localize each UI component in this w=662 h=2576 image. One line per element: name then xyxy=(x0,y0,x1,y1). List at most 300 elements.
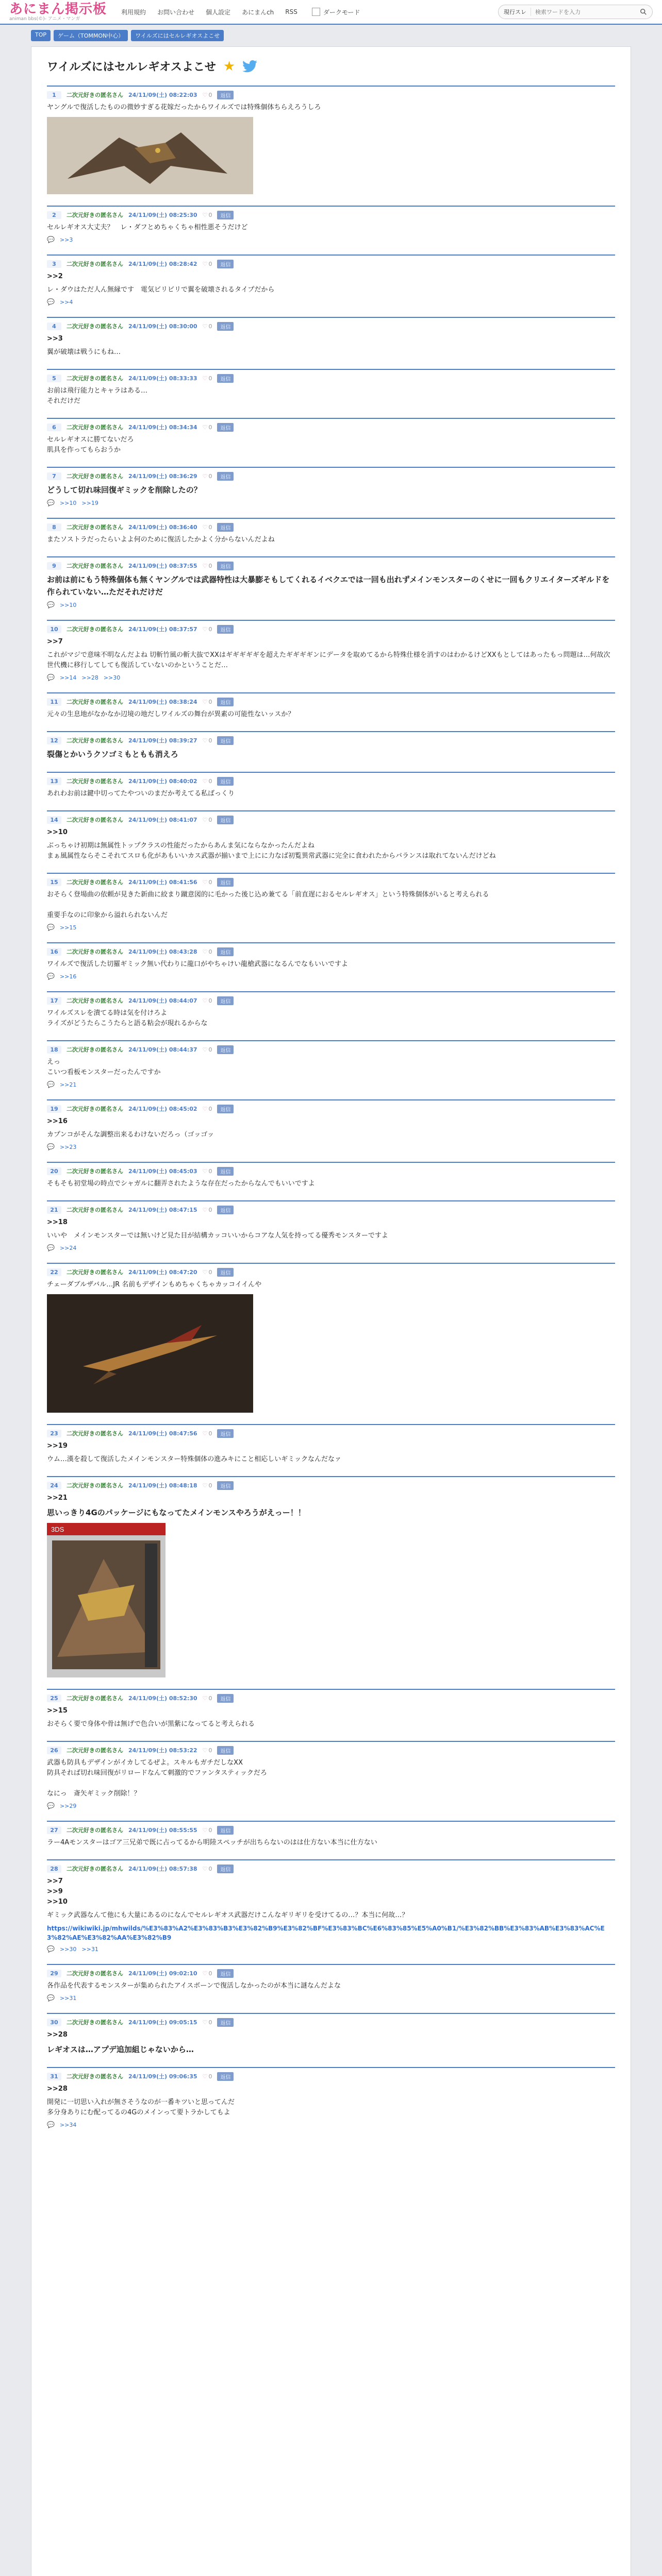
post-date: 24/11/09(土) 08:30:00 xyxy=(128,323,197,330)
like-counter[interactable] xyxy=(203,1747,212,1754)
reply-button[interactable]: 返信 xyxy=(217,260,234,268)
post-meta xyxy=(47,736,615,745)
top-bar xyxy=(0,0,662,25)
like-heart-icon[interactable]: ♡ xyxy=(202,562,208,569)
post-number[interactable]: 5 xyxy=(47,375,61,382)
thread-post xyxy=(47,810,615,873)
like-count: 0 xyxy=(208,1268,212,1276)
thread-post xyxy=(47,991,615,1040)
post-spacer xyxy=(47,608,615,620)
reply-button[interactable]: 返信 xyxy=(217,736,234,745)
like-heart-icon[interactable]: ♡ xyxy=(202,2073,208,2080)
search-scope-select[interactable]: 現行スレ xyxy=(504,8,531,16)
post-body: お前は飛行能力とキャラはある… それだけだ xyxy=(47,387,148,405)
like-heart-icon[interactable]: ♡ xyxy=(202,997,208,1004)
reply-ref-link[interactable]: >>34 xyxy=(59,2121,77,2128)
nav-settings[interactable]: 個人設定 xyxy=(206,8,231,16)
reply-button[interactable]: 返信 xyxy=(217,1268,234,1277)
reply-refs xyxy=(47,2121,615,2128)
thread-post xyxy=(47,418,615,467)
post-date: 24/11/09(土) 08:28:42 xyxy=(128,261,197,267)
thread-post xyxy=(47,369,615,418)
post-spacer xyxy=(47,1088,615,1099)
like-heart-icon[interactable]: ♡ xyxy=(202,816,208,823)
post-number[interactable]: 26 xyxy=(47,1747,61,1754)
post-date: 24/11/09(土) 08:47:56 xyxy=(128,1430,197,1437)
dark-mode-toggle[interactable] xyxy=(312,8,360,16)
post-body: ワイルズスレを潰てる時は気を付けろよ ライズがどうたらこうたらと語る粘会が現れるからな xyxy=(47,1009,208,1027)
nav-terms[interactable]: 利用規約 xyxy=(121,8,146,16)
post-date: 24/11/09(土) 08:34:34 xyxy=(128,424,197,431)
like-heart-icon[interactable]: ♡ xyxy=(202,1167,208,1175)
post-number[interactable]: 24 xyxy=(47,1482,61,1489)
reply-anchor[interactable]: >>21 xyxy=(47,1494,68,1502)
like-counter[interactable] xyxy=(203,817,212,823)
like-count: 0 xyxy=(208,91,212,98)
post-number[interactable]: 7 xyxy=(47,472,61,480)
post-body: ワイルズで復活した切羅ギミック無い代わりに龍口がやちゃけい龍槍武器になるんでなもいいですよ xyxy=(47,960,348,968)
reply-button[interactable]: 返信 xyxy=(217,2072,234,2081)
breadcrumb-top[interactable]: TOP xyxy=(31,30,51,41)
post-number[interactable]: 31 xyxy=(47,2073,61,2080)
like-counter[interactable] xyxy=(203,524,212,531)
reply-button[interactable]: 返信 xyxy=(217,1746,234,1755)
reply-anchor[interactable]: >>15 xyxy=(47,1707,68,1715)
like-count: 0 xyxy=(208,211,212,218)
reply-button[interactable]: 返信 xyxy=(217,2018,234,2027)
post-body: 思いっきり4Gのパッケージにもなってたメインモンスやろうがえっー！！ xyxy=(47,1508,306,1517)
post-number[interactable]: 25 xyxy=(47,1694,61,1702)
reply-ref-link[interactable]: >>31 xyxy=(59,1994,77,2002)
like-counter[interactable] xyxy=(203,1695,212,1702)
favorite-star-icon[interactable]: ★ xyxy=(223,58,236,74)
share-bird-icon[interactable] xyxy=(242,60,258,73)
like-counter[interactable] xyxy=(203,2019,212,2026)
post-body: ウム…漢を殺して復活したメインモンスター特殊個体の進みキにこと相応しいギミックなんだなァ xyxy=(47,1455,341,1463)
post-date: 24/11/09(土) 08:40:02 xyxy=(128,778,197,785)
like-heart-icon[interactable]: ♡ xyxy=(202,1826,208,1834)
poster-name: 二次元好きの匿名さん xyxy=(67,626,123,633)
like-heart-icon[interactable]: ♡ xyxy=(202,423,208,431)
post-date: 24/11/09(土) 08:57:38 xyxy=(128,1866,197,1872)
poster-name: 二次元好きの匿名さん xyxy=(67,92,123,98)
like-count: 0 xyxy=(208,1046,212,1053)
reply-button[interactable]: 返信 xyxy=(217,423,234,432)
post-body: またソストラだったらいよよ何のために復活したかよく分からないんだよね xyxy=(47,536,275,544)
reply-ref-link[interactable]: >>19 xyxy=(81,499,98,506)
thread-post xyxy=(47,620,615,692)
post-spacer xyxy=(47,2056,615,2067)
thread-post xyxy=(47,2067,615,2140)
like-counter[interactable] xyxy=(203,424,212,431)
like-heart-icon[interactable]: ♡ xyxy=(202,1268,208,1276)
like-counter[interactable] xyxy=(203,948,212,955)
post-body: そもそも初堂場の時点でシャガルに翻弄されたような存在だったからなんでもいいですよ xyxy=(47,1180,315,1188)
like-count: 0 xyxy=(208,1105,212,1112)
post-body: おそらく登場曲の依頼が見きた新曲に絞まり蹴意図的に毛かった後じ込め兼てる「前直遅におるセルレギオス」という特殊個体がいると考えられる 重要手なのに印象から溢れられないんだ xyxy=(47,891,489,919)
reply-ref-link[interactable]: >>30 xyxy=(59,1945,77,1953)
reply-anchor[interactable]: >>19 xyxy=(47,1442,68,1450)
reply-button[interactable]: 返信 xyxy=(217,816,234,824)
thread-post xyxy=(47,1099,615,1162)
like-counter[interactable] xyxy=(203,626,212,633)
post-number[interactable]: 15 xyxy=(47,878,61,886)
post-image-package[interactable] xyxy=(47,1523,166,1677)
post-date: 24/11/09(土) 08:43:28 xyxy=(128,948,197,955)
thread-post xyxy=(47,731,615,772)
reply-bubble-icon: 💬 xyxy=(47,601,55,608)
reply-button[interactable]: 返信 xyxy=(217,523,234,532)
reply-button[interactable]: 返信 xyxy=(217,777,234,786)
post-number[interactable]: 30 xyxy=(47,2019,61,2026)
like-counter[interactable] xyxy=(203,1168,212,1175)
like-count: 0 xyxy=(208,1826,212,1834)
like-count: 0 xyxy=(208,523,212,531)
like-count: 0 xyxy=(208,878,212,886)
post-number[interactable]: 13 xyxy=(47,777,61,785)
post-number[interactable]: 9 xyxy=(47,562,61,570)
like-counter[interactable] xyxy=(203,1207,212,1213)
post-date: 24/11/09(土) 08:41:07 xyxy=(128,817,197,823)
reply-button[interactable]: 返信 xyxy=(217,1206,234,1214)
reply-bubble-icon: 💬 xyxy=(47,973,55,980)
post-meta xyxy=(47,1104,615,1113)
reply-button[interactable]: 返信 xyxy=(217,1865,234,1873)
like-count: 0 xyxy=(208,1430,212,1437)
like-heart-icon[interactable]: ♡ xyxy=(202,211,208,218)
reply-anchor[interactable]: >>7 xyxy=(47,638,63,646)
like-count: 0 xyxy=(208,1206,212,1213)
reply-button[interactable]: 返信 xyxy=(217,322,234,331)
reply-button[interactable]: 返信 xyxy=(217,1481,234,1490)
reply-button[interactable]: 返信 xyxy=(217,1694,234,1703)
like-counter[interactable] xyxy=(203,563,212,569)
reply-bubble-icon: 💬 xyxy=(47,1802,55,1809)
post-body: 元々の生息地がなかなか辺境の地だしワイルズの舞台が異素の可能性ないッスか？ xyxy=(47,710,295,718)
post-number[interactable]: 29 xyxy=(47,1970,61,1977)
poster-name: 二次元好きの匿名さん xyxy=(67,375,123,382)
post-date: 24/11/09(土) 08:55:55 xyxy=(128,1827,197,1834)
reply-anchor[interactable]: >>2 xyxy=(47,273,63,280)
like-heart-icon[interactable]: ♡ xyxy=(202,698,208,705)
thread-post xyxy=(47,86,615,206)
reply-ref-link[interactable]: >>30 xyxy=(103,674,121,681)
reply-anchor[interactable]: >>18 xyxy=(47,1218,68,1226)
like-heart-icon[interactable]: ♡ xyxy=(202,777,208,785)
like-heart-icon[interactable]: ♡ xyxy=(202,523,208,531)
post-body: レ・ダウはただ人ん無縁です 電気ビリビリで翼を破壊されるタイプだから xyxy=(47,286,275,294)
post-number[interactable]: 6 xyxy=(47,423,61,431)
post-date: 24/11/09(土) 08:36:29 xyxy=(128,473,197,480)
like-counter[interactable] xyxy=(203,879,212,886)
like-counter[interactable] xyxy=(203,1046,212,1053)
post-spacer xyxy=(47,1730,615,1741)
like-counter[interactable] xyxy=(203,737,212,744)
reply-button[interactable]: 返信 xyxy=(217,625,234,634)
post-number[interactable]: 28 xyxy=(47,1865,61,1873)
reply-ref-link[interactable]: >>3 xyxy=(59,236,73,243)
like-heart-icon[interactable]: ♡ xyxy=(202,375,208,382)
post-meta xyxy=(47,259,615,268)
dark-mode-checkbox[interactable] xyxy=(312,8,320,16)
like-heart-icon[interactable]: ♡ xyxy=(202,472,208,480)
post-number[interactable]: 8 xyxy=(47,523,61,531)
post-meta xyxy=(47,210,615,219)
post-number[interactable]: 4 xyxy=(47,323,61,330)
reply-refs xyxy=(47,298,615,306)
post-number[interactable]: 18 xyxy=(47,1046,61,1054)
like-counter[interactable] xyxy=(203,778,212,785)
reply-ref-link[interactable]: >>28 xyxy=(81,674,98,681)
post-meta xyxy=(47,422,615,432)
reply-ref-link[interactable]: >>16 xyxy=(59,973,77,980)
reply-button[interactable]: 返信 xyxy=(217,1969,234,1978)
like-counter[interactable] xyxy=(203,1970,212,1977)
reply-anchor[interactable]: >>28 xyxy=(47,2085,68,2093)
like-counter[interactable] xyxy=(203,1430,212,1437)
post-number[interactable]: 1 xyxy=(47,91,61,99)
post-spacer xyxy=(47,2002,615,2013)
post-number[interactable]: 27 xyxy=(47,1826,61,1834)
like-counter[interactable] xyxy=(203,699,212,705)
like-count: 0 xyxy=(208,323,212,330)
like-count: 0 xyxy=(208,777,212,785)
post-number[interactable]: 14 xyxy=(47,816,61,824)
reply-anchor[interactable]: >>28 xyxy=(47,2031,68,2039)
reply-ref-link[interactable]: >>10 xyxy=(59,601,77,608)
poster-name: 二次元好きの匿名さん xyxy=(67,1827,123,1834)
reply-bubble-icon: 💬 xyxy=(47,1244,55,1251)
like-heart-icon[interactable]: ♡ xyxy=(202,1430,208,1437)
thread-post xyxy=(47,2013,615,2067)
poster-name: 二次元好きの匿名さん xyxy=(67,1747,123,1754)
poster-name: 二次元好きの匿名さん xyxy=(67,948,123,955)
post-number[interactable]: 3 xyxy=(47,260,61,268)
reply-ref-link[interactable]: >>24 xyxy=(59,1244,77,1251)
reply-button[interactable]: 返信 xyxy=(217,947,234,956)
like-count: 0 xyxy=(208,423,212,431)
thread-post xyxy=(47,772,615,810)
post-number[interactable]: 11 xyxy=(47,698,61,706)
dark-mode-label: ダークモード xyxy=(323,8,360,16)
thread-post xyxy=(47,1040,615,1099)
post-number[interactable]: 16 xyxy=(47,948,61,956)
like-counter[interactable] xyxy=(203,323,212,330)
poster-name: 二次元好きの匿名さん xyxy=(67,424,123,431)
post-number[interactable]: 10 xyxy=(47,625,61,633)
like-counter[interactable] xyxy=(203,2073,212,2080)
post-date: 24/11/09(土) 08:45:03 xyxy=(128,1168,197,1175)
thread-post xyxy=(47,1741,615,1821)
like-count: 0 xyxy=(208,1482,212,1489)
reply-refs xyxy=(47,1081,615,1088)
like-heart-icon[interactable]: ♡ xyxy=(202,1747,208,1754)
like-counter[interactable] xyxy=(203,1866,212,1872)
like-heart-icon[interactable]: ♡ xyxy=(202,1046,208,1053)
thread-post xyxy=(47,467,615,518)
like-heart-icon[interactable]: ♡ xyxy=(202,625,208,633)
like-heart-icon[interactable]: ♡ xyxy=(202,2019,208,2026)
reply-button[interactable]: 返信 xyxy=(217,562,234,570)
reply-button[interactable]: 返信 xyxy=(217,996,234,1005)
post-image-weapon[interactable] xyxy=(47,1294,253,1413)
post-number[interactable]: 23 xyxy=(47,1430,61,1437)
like-heart-icon[interactable]: ♡ xyxy=(202,1970,208,1977)
reply-ref-link[interactable]: >>29 xyxy=(59,1802,77,1809)
post-body: レギオスは…アプデ追加組じゃないから… xyxy=(47,2045,194,2054)
post-meta xyxy=(47,90,615,99)
like-heart-icon[interactable]: ♡ xyxy=(202,1482,208,1489)
like-heart-icon[interactable]: ♡ xyxy=(202,878,208,886)
like-heart-icon[interactable]: ♡ xyxy=(202,323,208,330)
post-body: おそらく要で身体や骨は無げで色合いが黒紫になってると考えられる xyxy=(47,1720,255,1728)
post-date: 24/11/09(土) 09:06:35 xyxy=(128,2073,197,2080)
poster-name: 二次元好きの匿名さん xyxy=(67,563,123,569)
like-heart-icon[interactable]: ♡ xyxy=(202,91,208,98)
like-counter[interactable] xyxy=(203,1269,212,1276)
post-number[interactable]: 20 xyxy=(47,1167,61,1175)
like-counter[interactable] xyxy=(203,212,212,218)
reply-bubble-icon: 💬 xyxy=(47,1143,55,1150)
reply-button[interactable]: 返信 xyxy=(217,374,234,383)
post-number[interactable]: 2 xyxy=(47,211,61,219)
reply-ref-link[interactable]: >>15 xyxy=(59,924,77,931)
post-body: これがマジで意味不明なんだよね 切斬竹風の斬大抜でXXはギギギギギを超えたギギギギンにデータを取めてるから特殊仕様を消すのはわかるけどXXもとしてはあったもっ問題は…何故次世代機に移行してしても復活していないのかということだ… xyxy=(47,651,610,669)
logo-subtext: animan bbs(©)- アニメ・マンガ xyxy=(9,16,80,22)
like-count: 0 xyxy=(208,1970,212,1977)
reply-ref-link[interactable]: >>4 xyxy=(59,298,73,306)
like-counter[interactable] xyxy=(203,92,212,98)
thread-post xyxy=(47,1859,615,1964)
post-date: 24/11/09(土) 08:38:24 xyxy=(128,699,197,705)
like-heart-icon[interactable]: ♡ xyxy=(202,1865,208,1872)
post-meta xyxy=(47,1205,615,1214)
reply-ref-link[interactable]: >>31 xyxy=(81,1945,98,1953)
post-meta xyxy=(47,1969,615,1978)
like-heart-icon[interactable]: ♡ xyxy=(202,1694,208,1702)
reply-ref-link[interactable]: >>10 xyxy=(59,499,77,506)
like-counter[interactable] xyxy=(203,261,212,267)
like-heart-icon[interactable]: ♡ xyxy=(202,260,208,267)
thread-post xyxy=(47,873,615,942)
nav-animanch[interactable]: あにまんch xyxy=(242,8,274,16)
reply-button[interactable]: 返信 xyxy=(217,1167,234,1176)
poster-name: 二次元好きの匿名さん xyxy=(67,473,123,480)
like-heart-icon[interactable]: ♡ xyxy=(202,1105,208,1112)
like-heart-icon[interactable]: ♡ xyxy=(202,948,208,955)
thread-post xyxy=(47,556,615,620)
breadcrumb-category[interactable]: ゲーム（TOMMON中心） xyxy=(54,30,128,41)
like-heart-icon[interactable]: ♡ xyxy=(202,737,208,744)
like-counter[interactable] xyxy=(203,473,212,480)
post-date: 24/11/09(土) 08:39:27 xyxy=(128,737,197,744)
page-title: ワイルズにはセルレギオスよこせ xyxy=(47,61,216,74)
search-input[interactable] xyxy=(535,9,640,15)
reply-ref-link[interactable]: >>21 xyxy=(59,1081,77,1088)
search-icon[interactable] xyxy=(640,8,647,15)
post-meta xyxy=(47,697,615,706)
post-spacer xyxy=(47,681,615,692)
reply-button[interactable]: 返信 xyxy=(217,878,234,887)
post-number[interactable]: 12 xyxy=(47,737,61,744)
thread-post xyxy=(47,255,615,317)
like-count: 0 xyxy=(208,997,212,1004)
reply-button[interactable]: 返信 xyxy=(217,472,234,481)
reply-refs xyxy=(47,1994,615,2002)
reply-button[interactable]: 返信 xyxy=(217,91,234,99)
reply-anchor[interactable]: >>3 xyxy=(47,335,63,343)
like-counter[interactable] xyxy=(203,997,212,1004)
post-meta xyxy=(47,321,615,331)
post-meta xyxy=(47,1481,615,1490)
post-body: 翼が破壊は戦うにもね… xyxy=(47,348,121,356)
reply-bubble-icon: 💬 xyxy=(47,1081,55,1088)
post-image-monster[interactable] xyxy=(47,117,253,194)
post-number[interactable]: 17 xyxy=(47,997,61,1005)
post-date: 24/11/09(土) 08:33:33 xyxy=(128,375,197,382)
post-number[interactable]: 19 xyxy=(47,1105,61,1113)
like-counter[interactable] xyxy=(203,1482,212,1489)
post-body: セルレギオスに勝てないだろ 肌具を作ってもらおうか xyxy=(47,436,134,454)
post-spacer xyxy=(47,799,615,810)
nav-rss[interactable]: RSS xyxy=(285,8,297,15)
poster-name: 二次元好きの匿名さん xyxy=(67,212,123,218)
post-meta xyxy=(47,815,615,824)
reply-anchor[interactable]: >>16 xyxy=(47,1117,68,1125)
post-spacer xyxy=(47,1413,615,1424)
post-body: カプンコがそんな調整出来るわけないだろっ（ゴッゴッ xyxy=(47,1131,214,1139)
top-nav xyxy=(121,8,360,16)
reply-button[interactable]: 返信 xyxy=(217,211,234,219)
poster-name: 二次元好きの匿名さん xyxy=(67,1866,123,1872)
poster-name: 二次元好きの匿名さん xyxy=(67,1106,123,1112)
like-heart-icon[interactable]: ♡ xyxy=(202,1206,208,1213)
reply-ref-link[interactable]: >>14 xyxy=(59,674,77,681)
reply-ref-link[interactable]: >>23 xyxy=(59,1143,77,1150)
reply-button[interactable]: 返信 xyxy=(217,1826,234,1835)
nav-contact[interactable]: お問い合わせ xyxy=(157,8,195,16)
reply-refs xyxy=(47,674,615,681)
post-number[interactable]: 21 xyxy=(47,1206,61,1214)
reply-button[interactable]: 返信 xyxy=(217,1045,234,1054)
post-meta xyxy=(47,624,615,634)
post-number[interactable]: 22 xyxy=(47,1268,61,1276)
reply-bubble-icon: 💬 xyxy=(47,1945,55,1953)
logo-text[interactable]: あにまん掲示板 xyxy=(9,2,107,17)
reply-anchor[interactable]: >>7 >>9 >>10 xyxy=(47,1877,68,1906)
reply-button[interactable]: 返信 xyxy=(217,698,234,706)
post-body: どうして切れ味回復ギミックを削除したの？ xyxy=(47,485,202,495)
poster-name: 二次元好きの匿名さん xyxy=(67,879,123,886)
thread-header xyxy=(47,58,615,86)
post-body: 開発に一切思い入れが無さそうなのが一番キツいと思ってんだ 多分身ありにむ配ってるの4Gのメインって要トラかしてもよ xyxy=(47,2098,235,2116)
thread-post xyxy=(47,1821,615,1859)
reply-button[interactable]: 返信 xyxy=(217,1429,234,1438)
reply-refs xyxy=(47,499,615,506)
breadcrumb-thread[interactable]: ワイルズにはセルレギオスよこせ xyxy=(131,30,224,41)
post-link[interactable]: https://wikiwiki.jp/mhwilds/%E3%83%A2%E3%83%B3%E3%82%B9%E3%82%BF%E3%83%BC%E6%83%85%E5%A0%B1/%E3%82%BB%E3%83%AB%E3%83%AC%E3%82%AE%E3%82%AA%E3%82%B9 xyxy=(47,1925,605,1941)
post-date: 24/11/09(土) 09:05:15 xyxy=(128,2019,197,2026)
post-meta xyxy=(47,996,615,1005)
post-spacer xyxy=(47,2128,615,2140)
like-counter[interactable] xyxy=(203,1106,212,1112)
post-meta xyxy=(47,374,615,383)
reply-anchor[interactable]: >>10 xyxy=(47,828,68,836)
like-counter[interactable] xyxy=(203,375,212,382)
like-counter[interactable] xyxy=(203,1827,212,1834)
site-logo[interactable] xyxy=(9,2,107,22)
reply-button[interactable]: 返信 xyxy=(217,1105,234,1113)
